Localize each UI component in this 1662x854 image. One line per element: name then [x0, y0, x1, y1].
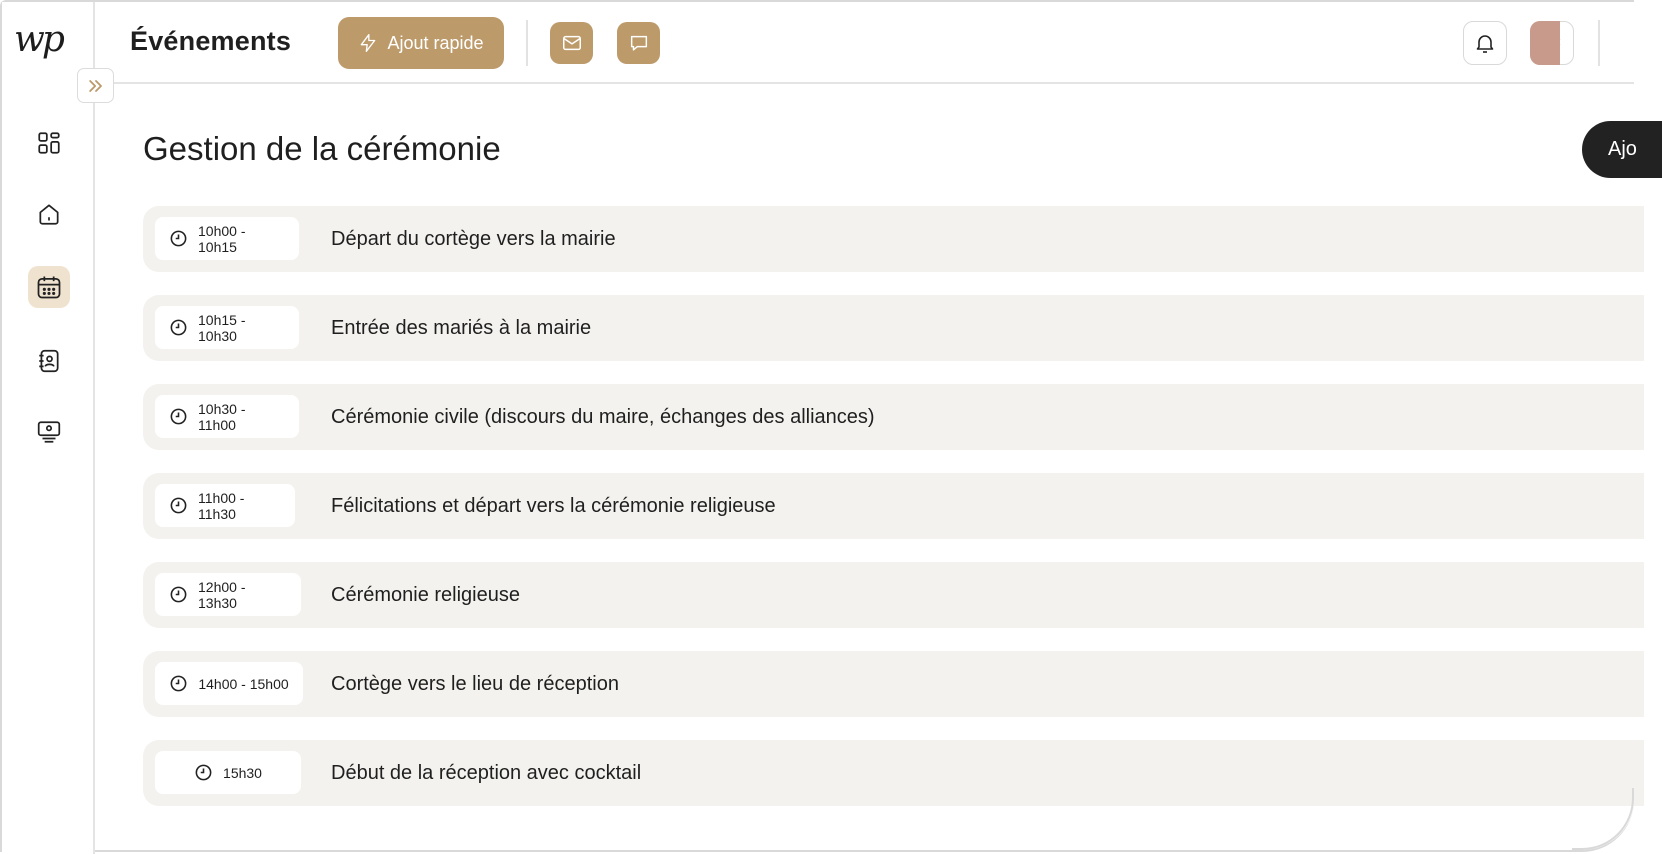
section-title: Gestion de la cérémonie	[143, 130, 501, 167]
event-row[interactable]	[143, 473, 1644, 539]
monitor-icon	[36, 419, 62, 445]
event-label: Félicitations et départ vers la cérémonie religieuse	[331, 494, 776, 517]
event-timeline	[143, 206, 1644, 829]
event-label: Entrée des mariés à la mairie	[331, 316, 592, 339]
home-icon	[36, 201, 62, 227]
page-title: Événements	[130, 26, 292, 56]
calendar-icon	[35, 273, 63, 301]
sidebar	[2, 2, 95, 854]
bell-icon	[1473, 30, 1497, 56]
event-row[interactable]	[143, 384, 1644, 450]
mail-icon	[561, 32, 583, 54]
event-row[interactable]	[143, 740, 1644, 806]
quick-add-button[interactable]	[338, 17, 504, 69]
event-label: Départ du cortège vers la mairie	[331, 227, 616, 250]
event-time: 15h30	[223, 764, 262, 781]
event-label: Cérémonie religieuse	[331, 583, 520, 606]
mail-button[interactable]	[550, 22, 593, 64]
add-event-button[interactable]	[1582, 121, 1662, 178]
main-content	[95, 86, 1637, 850]
time-chip	[155, 395, 299, 438]
avatar[interactable]	[1530, 21, 1560, 65]
event-label: Cérémonie civile (discours du maire, échanges des alliances)	[331, 405, 875, 428]
event-time: 11h00 - 11h30	[198, 489, 245, 522]
contact-book-icon	[36, 348, 62, 374]
event-time: 10h00 - 10h15	[198, 222, 246, 255]
event-label: Cortège vers le lieu de réception	[331, 672, 619, 695]
lightning-icon	[358, 32, 378, 54]
event-row[interactable]	[143, 295, 1644, 361]
event-label: Début de la réception avec cocktail	[331, 761, 642, 784]
double-chevron-right-icon	[86, 76, 106, 96]
clock-icon	[169, 229, 188, 248]
chat-bubble-icon	[628, 32, 650, 54]
time-chip	[155, 662, 303, 705]
logo: wp	[14, 19, 62, 60]
time-chip	[155, 484, 295, 527]
event-row[interactable]	[143, 206, 1644, 272]
clock-icon	[169, 407, 188, 426]
notifications-button[interactable]	[1463, 21, 1507, 65]
dashboard-grid-icon	[36, 130, 62, 156]
event-time: 10h15 - 10h30	[198, 311, 246, 344]
clock-icon	[169, 496, 188, 515]
header-divider	[526, 20, 528, 66]
clock-icon	[169, 318, 188, 337]
time-chip	[155, 306, 299, 349]
sidebar-item-calendar[interactable]	[28, 266, 70, 308]
event-time: 12h00 - 13h30	[198, 578, 246, 611]
sidebar-item-home[interactable]	[28, 193, 70, 235]
top-header	[95, 2, 1634, 84]
time-chip	[155, 751, 301, 794]
clock-icon	[194, 763, 213, 782]
event-time: 14h00 - 15h00	[198, 675, 289, 692]
sidebar-item-presentation[interactable]	[28, 411, 70, 453]
event-row[interactable]	[143, 562, 1644, 628]
add-event-label: Ajo	[1608, 138, 1637, 160]
event-time: 10h30 - 11h00	[198, 400, 246, 433]
sidebar-item-contacts[interactable]	[28, 340, 70, 382]
event-row[interactable]	[143, 651, 1644, 717]
sidebar-expand-button[interactable]	[77, 68, 114, 103]
chat-button[interactable]	[617, 22, 660, 64]
time-chip	[155, 573, 301, 616]
quick-add-label: Ajout rapide	[387, 32, 484, 53]
clock-icon	[169, 674, 188, 693]
time-chip	[155, 217, 299, 260]
header-divider-right	[1598, 20, 1600, 66]
clock-icon	[169, 585, 188, 604]
sidebar-item-dashboard[interactable]	[28, 122, 70, 164]
